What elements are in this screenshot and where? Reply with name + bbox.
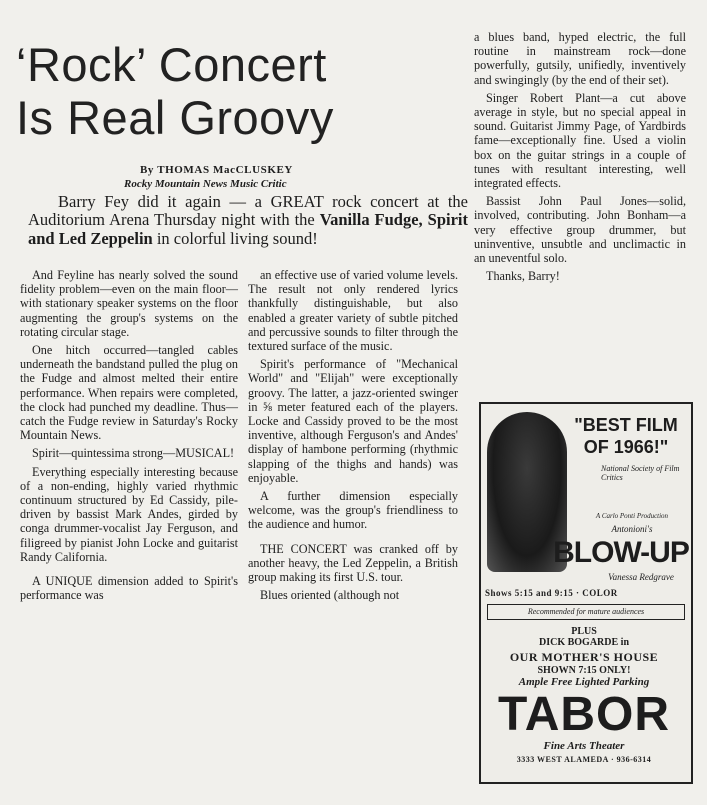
paragraph: an effective use of varied volume levels. The result not only rendered lyrics thankfully distinguishable, but also enabled a greater variety of subtle pitched and percussive sounds to filter through the textured surface of the music. xyxy=(248,268,458,354)
article-column-3 xyxy=(474,30,686,287)
ad-production: A Carlo Ponti Production xyxy=(595,512,669,520)
paragraph: Thanks, Barry! xyxy=(486,269,560,284)
ad-second-showtime: SHOWN 7:15 ONLY! xyxy=(537,665,631,676)
ad-director: Antonioni's xyxy=(611,524,653,534)
paragraph: Spirit—quintessima strong—MUSICAL! xyxy=(32,446,235,461)
ad-second-title: OUR MOTHER'S HOUSE xyxy=(509,650,659,664)
byline-title: Rocky Mountain News Music Critic xyxy=(124,178,287,190)
paragraph: Bassist John Paul Jones—solid, involved, contributing. John Bonham—a very effective group drummer, but uninventive, unsubtle and unclimactic in an uneventful solo. xyxy=(474,194,686,266)
article-headline xyxy=(16,38,456,144)
lede-text-1: Barry Fey did it again — a GREAT rock concert at the Auditorium Arena Thursday night with the xyxy=(28,192,468,230)
paragraph: Blues oriented (although not xyxy=(260,588,400,603)
lede-text-2: in colorful living sound! xyxy=(152,228,318,248)
ad-parking: Ample Free Lighted Parking xyxy=(518,676,650,688)
paragraph: A further dimension especially welcome, was the group's friendliness to the audience and humor. xyxy=(248,489,458,532)
ad-best-film: "BEST FILM OF 1966!" xyxy=(574,415,678,457)
lede-bands: Vanilla Fudge, Spirit and Led Zeppelin xyxy=(28,210,468,248)
byline-author: By THOMAS MacCLUSKEY xyxy=(140,164,293,176)
ad-theater-name: TABOR xyxy=(497,688,671,741)
paragraph: One hitch occurred—tangled cables underneath the bandstand pulled the plug on the Fudge and almost melted their entire performance. When repairs were completed, the clock had punched my deadline. Thus—catch the Fudge review in Saturday's Rocky Mountain News. xyxy=(20,343,238,443)
article-column-1 xyxy=(20,268,238,606)
movie-advertisement xyxy=(479,402,693,784)
ad-theater-subtitle: Fine Arts Theater xyxy=(543,740,625,752)
ad-rating-note: Recommended for mature audiences xyxy=(487,604,685,620)
paragraph: Everything especially interesting because of a non-ending, highly varied rhythmic continuum structured by Ed Cassidy, pile-driven by bassist Mark Andes, girded by conga drummer-vocalist Jay Ferguson, and filigreed by pianist John Locke and guitarist Randy California. xyxy=(20,464,238,564)
ad-plus-label: PLUS xyxy=(571,626,597,637)
paragraph: A UNIQUE dimension added to Spirit's performance was xyxy=(20,574,238,603)
paragraph: a blues band, hyped electric, the full routine in mainstream rock—done powerfully, gutsily, unifiedly, inventively and swingingly (by the end of their set). xyxy=(474,30,686,87)
paragraph: Spirit's performance of "Mechanical World" and "Elijah" were exceptionally groovy. The latter, a jazz-oriented swinger in ⅝ meter featured each of the players. Locke and Cassidy proved to be the most inventive, although Ferguson's and Andes' display of hambone performing (rhythmic slapping of the thighs and hands) was enjoyable. xyxy=(248,357,458,485)
ad-plus-star: DICK BOGARDE in xyxy=(538,637,629,648)
paragraph: Singer Robert Plant—a cut above average in style, but no special appeal in sound. Guitarist Jimmy Page, of Yardbirds fame—exceptionally fine. Used a violin box on the guitar strings in a couple of tunes with resultant interesting, well integrated effects. xyxy=(474,90,686,191)
headline-line-2: Is Real Groovy xyxy=(16,91,334,144)
ad-star: Vanessa Redgrave xyxy=(608,572,674,582)
paragraph: THE CONCERT was cranked off by another heavy, the Led Zeppelin, a British group making its first U.S. tour. xyxy=(248,541,458,585)
lede-paragraph xyxy=(28,193,468,248)
ad-film-title: BLOW-UP xyxy=(553,536,689,569)
headline-line-1: ‘Rock’ Concert xyxy=(16,38,327,91)
ad-second-feature xyxy=(481,626,687,648)
ad-society: National Society of Film Critics xyxy=(601,464,680,482)
ad-address: 3333 WEST ALAMEDA · 936-6314 xyxy=(516,755,652,764)
paragraph: And Feyline has nearly solved the sound fidelity problem—even on the main floor—with stationary speaker systems on the floor augmenting the group's systems on the rotating circular stage. xyxy=(20,268,238,339)
article-column-2 xyxy=(248,268,458,606)
ad-showtimes: Shows 5:15 and 9:15 · COLOR xyxy=(485,588,618,598)
